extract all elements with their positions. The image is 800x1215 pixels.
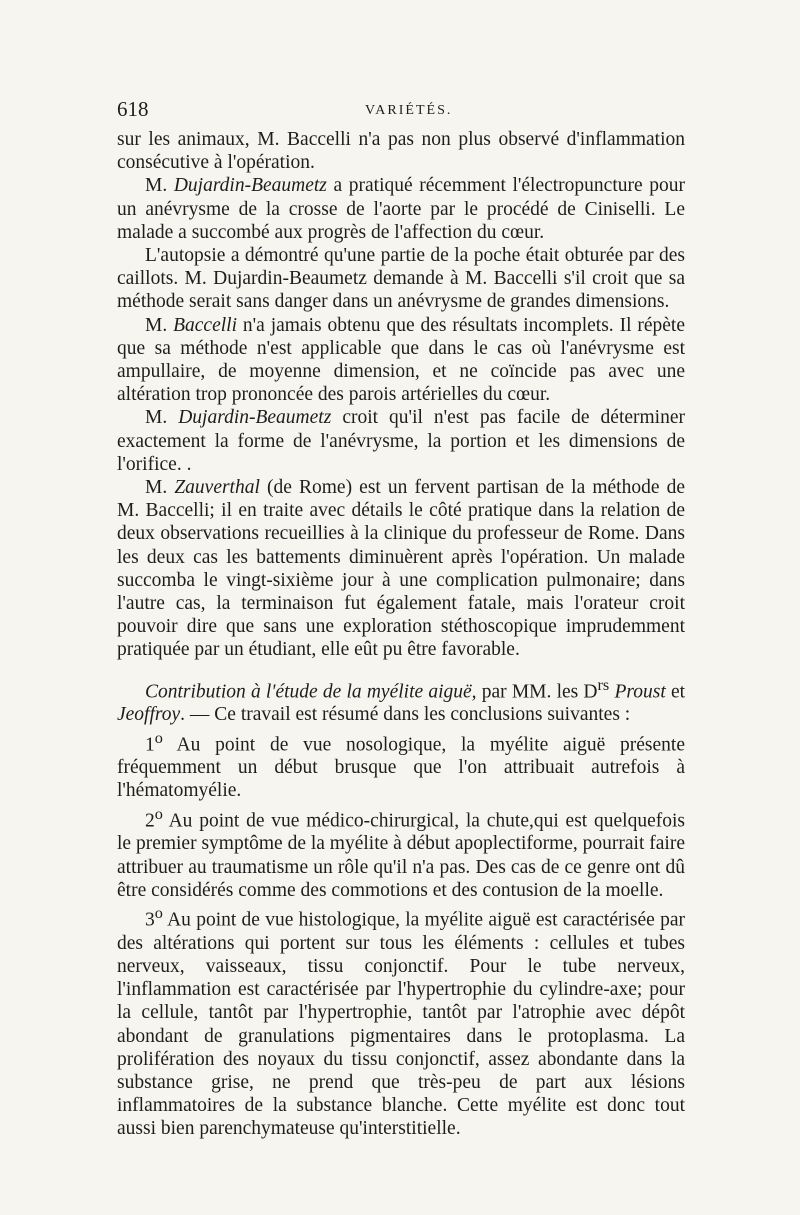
person-name: Dujardin-Beaumetz — [178, 407, 332, 429]
paragraph: sur les animaux, M. Baccelli n'a pas non plus observé d'inflammation consécutive à l'opération. — [117, 129, 685, 174]
paragraph-text: (de Rome) est un fervent partisan de la méthode de M. Baccelli; il en traite avec détails le côté pratique dans la relation de deux observations recueillies à la clinique du professeur de Rome. Dans les deux cas les battements diminuèrent après l'opération. Un malade succomba le vingt-sixième jour à une complication pulmonaire; dans l'autre cas, la terminaison fut également fatale, mais l'orateur croit pouvoir dire que sans une exploration stéthoscopique imprudemment pratiquée par un étudiant, elle eût pu être favorable. — [117, 477, 685, 661]
superscript: o — [154, 904, 163, 922]
section-byline: par MM. les D — [476, 681, 598, 703]
superscript: o — [154, 804, 163, 823]
item-text: Au point de vue nosologique, la myélite aiguë présente fréquemment un début brusque que l'on attribuait autrefois à l'hématomyélie. — [117, 734, 685, 802]
person-name: Zauverthal — [174, 477, 260, 499]
superscript: rs — [597, 675, 610, 694]
person-name: Dujardin-Beaumetz — [173, 175, 327, 197]
section-paragraph — [117, 674, 685, 727]
item-number: 2 — [145, 810, 155, 832]
conclusion-item — [117, 727, 685, 803]
author-name: Proust — [614, 681, 666, 703]
paragraph — [117, 406, 685, 476]
item-text: Au point de vue médico-chirurgical, la chute,qui est quelquefois le premier symptôme de la myélite à début apoplectiforme, pourrait faire attribuer au traumatisme un rôle qu'il n'a pas. Des cas de ce genre ont dû être considérés comme des commotions et des contusion de la moelle. — [117, 810, 685, 901]
paragraph-text: a pratiqué récemment l'électropuncture pour un anévrysme de la crosse de l'aorte par le procédé de Ciniselli. Le malade a succombé aux progrès de l'affection du cœur. — [117, 175, 685, 243]
paragraph — [117, 476, 685, 662]
paragraph-lead: M. — [145, 407, 179, 429]
running-title: VARIÉTÉS. — [365, 103, 453, 118]
conclusion-item — [117, 902, 685, 1141]
paragraph-lead: M. — [145, 477, 175, 499]
body-text — [117, 128, 685, 1141]
paragraph-text: . — Ce travail est résumé dans les conclusions suivantes : — [180, 704, 631, 726]
paragraph: L'autopsie a démontré qu'une partie de la poche était obturée par des caillots. M. Dujardin-Beaumetz demande à M. Baccelli s'il croit que sa méthode serait sans danger dans un anévrysme de grandes dimensions. — [117, 245, 685, 313]
paragraph-text: n'a jamais obtenu que des résultats incomplets. Il répète que sa méthode n'est applicable que dans le cas où l'anévrysme est ampullaire, de moyenne dimension, et ne coïncide pas avec une altération trop prononcée des parois artérielles du cœur. — [117, 314, 685, 406]
paragraph — [117, 174, 685, 244]
page-header — [117, 97, 685, 127]
item-text: Au point de vue histologique, la myélite aiguë est caractérisée par des altérations qui portent sur tous les éléments : cellules et tubes nerveux, vaisseaux, tissu conjonctif. Pour le tube nerveux, l'inflammation est caractérisée par l'hypertrophie du cylindre-axe; pour la cellule, tantôt par l'hypertrophie, tantôt par l'atrophie avec dépôt abondant de granulations pigmentaires dans le protoplasma. La prolifération des noyaux du tissu conjonctif, assez abondante dans la substance grise, ne prend que très-peu de part aux lésions inflammatoires de la substance blanche. Cette myélite est donc tout aussi bien parenchymateuse qu'interstitielle. — [117, 909, 685, 1140]
superscript: o — [154, 728, 163, 747]
paragraph — [117, 314, 685, 407]
person-name: Baccelli — [173, 314, 237, 336]
paragraph-lead: M. — [145, 314, 174, 336]
conclusion-item — [117, 803, 685, 902]
conjunction: et — [665, 681, 686, 703]
item-number: 1 — [145, 734, 155, 756]
page-number: 618 — [117, 97, 149, 121]
item-number: 3 — [145, 909, 155, 931]
section-title: Contribution à l'étude de la myélite aiguë, — [145, 681, 477, 703]
author-name: Jeoffroy — [117, 704, 181, 726]
paragraph-text: croit qu'il n'est pas facile de déterminer exactement la forme de l'anévrysme, la portion et les dimensions de l'orifice. . — [117, 407, 685, 475]
paragraph-lead: M. — [145, 175, 174, 197]
